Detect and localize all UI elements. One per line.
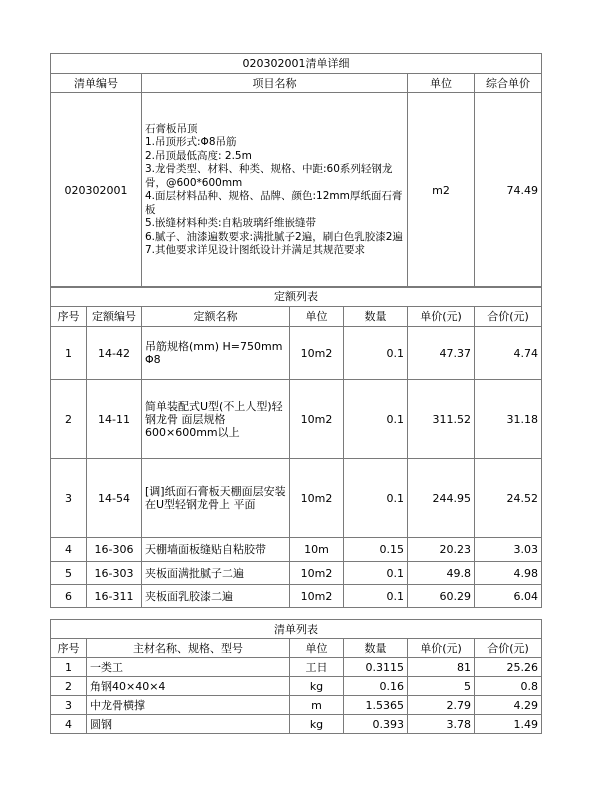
row-price: 2.79 bbox=[408, 696, 475, 715]
quota-header: 单位 bbox=[290, 307, 344, 327]
item-description bbox=[142, 93, 408, 288]
table-row bbox=[51, 658, 542, 677]
row-no: 5 bbox=[51, 562, 87, 585]
row-qty: 0.15 bbox=[344, 538, 408, 562]
row-total: 4.98 bbox=[475, 562, 542, 585]
quota-table bbox=[50, 286, 542, 608]
table-row bbox=[51, 696, 542, 715]
row-no: 3 bbox=[51, 459, 87, 538]
bill-detail-table bbox=[50, 53, 542, 288]
row-code: 14-42 bbox=[87, 327, 142, 380]
row-name: [调]纸面石膏板天棚面层安装在U型轻钢龙骨上 平面 bbox=[142, 459, 290, 538]
row-code: 16-303 bbox=[87, 562, 142, 585]
row-code: 16-311 bbox=[87, 585, 142, 608]
header-name: 项目名称 bbox=[142, 74, 408, 93]
row-qty: 0.3115 bbox=[344, 658, 408, 677]
row-name: 一类工 bbox=[87, 658, 290, 677]
row-price: 47.37 bbox=[408, 327, 475, 380]
quota-header: 合价(元) bbox=[475, 307, 542, 327]
row-total: 4.74 bbox=[475, 327, 542, 380]
row-qty: 0.16 bbox=[344, 677, 408, 696]
table-row bbox=[51, 538, 542, 562]
row-qty: 1.5365 bbox=[344, 696, 408, 715]
row-total: 24.52 bbox=[475, 459, 542, 538]
row-no: 1 bbox=[51, 658, 87, 677]
row-name: 夹板面乳胶漆二遍 bbox=[142, 585, 290, 608]
table-row bbox=[51, 327, 542, 380]
row-price: 60.29 bbox=[408, 585, 475, 608]
row-no: 4 bbox=[51, 538, 87, 562]
row-qty: 0.1 bbox=[344, 459, 408, 538]
row-name: 夹板面满批腻子二遍 bbox=[142, 562, 290, 585]
row-price: 244.95 bbox=[408, 459, 475, 538]
table-row bbox=[51, 677, 542, 696]
row-no: 6 bbox=[51, 585, 87, 608]
row-no: 1 bbox=[51, 327, 87, 380]
header-code: 清单编号 bbox=[51, 74, 142, 93]
row-qty: 0.393 bbox=[344, 715, 408, 734]
header-price: 综合单价 bbox=[475, 74, 542, 93]
row-no: 3 bbox=[51, 696, 87, 715]
desc-line: 1.吊顶形式:Φ8吊筋 bbox=[145, 136, 237, 148]
row-unit: 工日 bbox=[290, 658, 344, 677]
desc-line: 2.吊顶最低高度: 2.5m bbox=[145, 149, 252, 162]
material-header: 单价(元) bbox=[408, 639, 475, 658]
row-unit: kg bbox=[290, 715, 344, 734]
row-price: 5 bbox=[408, 677, 475, 696]
table-row bbox=[51, 715, 542, 734]
quota-header: 定额编号 bbox=[87, 307, 142, 327]
table-row bbox=[51, 380, 542, 459]
row-no: 2 bbox=[51, 380, 87, 459]
row-total: 25.26 bbox=[475, 658, 542, 677]
material-section-title: 清单列表 bbox=[51, 620, 542, 639]
material-table bbox=[50, 619, 542, 734]
quota-header: 定额名称 bbox=[142, 307, 290, 327]
row-code: 14-54 bbox=[87, 459, 142, 538]
table-row bbox=[51, 585, 542, 608]
desc-line: 3.龙骨类型、材料、种类、规格、中距:60系列轻钢龙骨，@600*600mm bbox=[145, 163, 393, 189]
row-name: 角钢40×40×4 bbox=[87, 677, 290, 696]
row-name: 天棚墙面板缝贴自粘胶带 bbox=[142, 538, 290, 562]
desc-line: 石膏板吊顶 bbox=[145, 122, 198, 135]
material-header: 单位 bbox=[290, 639, 344, 658]
quota-header: 序号 bbox=[51, 307, 87, 327]
item-code: 020302001 bbox=[51, 93, 142, 288]
page-title: 020302001清单详细 bbox=[51, 54, 542, 74]
row-price: 3.78 bbox=[408, 715, 475, 734]
desc-line: 6.腻子、油漆遍数要求:满批腻子2遍，刷白色乳胶漆2遍 bbox=[145, 230, 403, 243]
row-total: 1.49 bbox=[475, 715, 542, 734]
desc-line: 7.其他要求详见设计图纸设计并满足其规范要求 bbox=[145, 244, 366, 256]
material-header: 主材名称、规格、型号 bbox=[87, 639, 290, 658]
row-no: 4 bbox=[51, 715, 87, 734]
material-header: 序号 bbox=[51, 639, 87, 658]
row-qty: 0.1 bbox=[344, 327, 408, 380]
row-code: 14-11 bbox=[87, 380, 142, 459]
row-code: 16-306 bbox=[87, 538, 142, 562]
row-qty: 0.1 bbox=[344, 562, 408, 585]
row-no: 2 bbox=[51, 677, 87, 696]
row-unit: 10m bbox=[290, 538, 344, 562]
row-total: 31.18 bbox=[475, 380, 542, 459]
row-qty: 0.1 bbox=[344, 585, 408, 608]
quota-section-title: 定额列表 bbox=[51, 287, 542, 307]
row-name: 吊筋规格(mm) H=750mm Φ8 bbox=[142, 327, 290, 380]
row-price: 81 bbox=[408, 658, 475, 677]
row-name: 简单装配式U型(不上人型)轻钢龙骨 面层规格600×600mm以上 bbox=[142, 380, 290, 459]
row-price: 49.8 bbox=[408, 562, 475, 585]
desc-line: 5.嵌缝材料种类:自粘玻璃纤维嵌缝带 bbox=[145, 217, 317, 229]
row-qty: 0.1 bbox=[344, 380, 408, 459]
row-unit: 10m2 bbox=[290, 327, 344, 380]
row-name: 中龙骨横撑 bbox=[87, 696, 290, 715]
header-unit: 单位 bbox=[408, 74, 475, 93]
item-price: 74.49 bbox=[475, 93, 542, 288]
quota-header: 数量 bbox=[344, 307, 408, 327]
material-header: 数量 bbox=[344, 639, 408, 658]
row-total: 6.04 bbox=[475, 585, 542, 608]
row-price: 20.23 bbox=[408, 538, 475, 562]
item-unit: m2 bbox=[408, 93, 475, 288]
row-total: 4.29 bbox=[475, 696, 542, 715]
row-unit: m bbox=[290, 696, 344, 715]
row-total: 0.8 bbox=[475, 677, 542, 696]
row-name: 圆钢 bbox=[87, 715, 290, 734]
row-unit: 10m2 bbox=[290, 585, 344, 608]
table-row bbox=[51, 459, 542, 538]
material-header: 合价(元) bbox=[475, 639, 542, 658]
row-unit: 10m2 bbox=[290, 380, 344, 459]
row-unit: 10m2 bbox=[290, 562, 344, 585]
row-unit: kg bbox=[290, 677, 344, 696]
row-price: 311.52 bbox=[408, 380, 475, 459]
desc-line: 4.面层材料品种、规格、品牌、颜色:12mm厚纸面石膏板 bbox=[145, 190, 403, 216]
row-unit: 10m2 bbox=[290, 459, 344, 538]
quota-header: 单价(元) bbox=[408, 307, 475, 327]
table-row bbox=[51, 562, 542, 585]
row-total: 3.03 bbox=[475, 538, 542, 562]
